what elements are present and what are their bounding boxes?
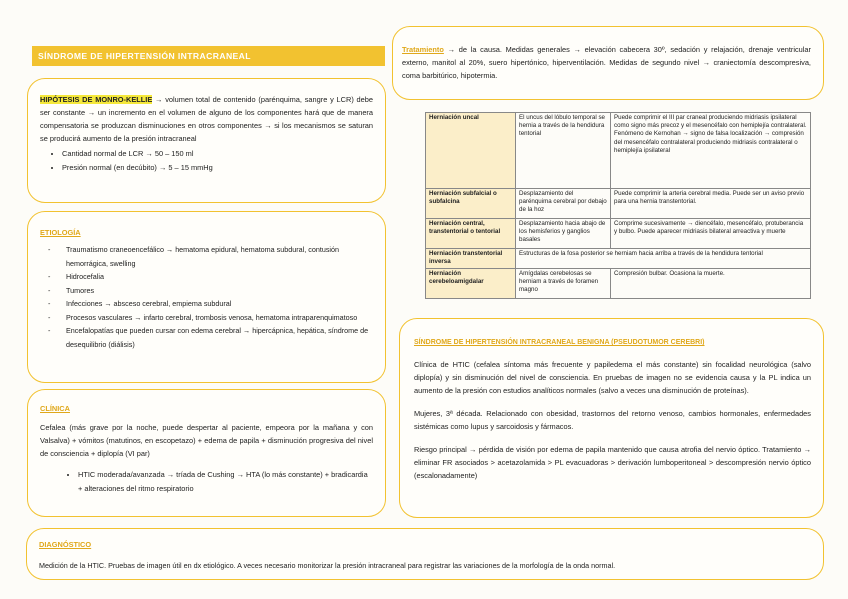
list-item: - Traumatismo craneoencefálico → hematoma epidural, hematoma subdural, contusión hemorrágica, swelling: [48, 243, 373, 270]
clinica-heading: CLÍNICA: [40, 404, 70, 413]
table-cell: Compresión bulbar. Ocasiona la muerte.: [611, 269, 811, 299]
table-cell: Puede comprimir el III par craneal produciendo midriasis ipsilateral como signo más precoz y el mesencéfalo con hemiplejía contralateral. Fenómeno de Kernohan → signo de falsa localización → compresión del mesencéfalo contralateral produciendo midriasis contralateral o hemiplejía ipsilateral: [611, 113, 811, 189]
table-row: [426, 113, 811, 189]
monro-kellie-text: [40, 93, 373, 145]
clinica-bullets: [40, 468, 373, 495]
clinica-box: [27, 389, 386, 517]
benigna-heading: SÍNDROME DE HIPERTENSIÓN INTRACRANEAL BENIGNA (PSEUDOTUMOR CEREBRI): [414, 339, 705, 346]
table-cell: Estructuras de la fosa posterior se herniam hacia arriba a través de la hendidura tentorial: [516, 249, 811, 269]
table-row: [426, 189, 811, 219]
monro-kellie-body: → volumen total de contenido (parénquima, sangre y LCR) debe ser constante → un incremento en el volumen de alguno de los componentes hará que de manera compensatoria se produzcan disminuciones en otros componentes → si los mecanismos se saturan se producirá aumento de la presión intracraneal: [40, 95, 373, 143]
monro-kellie-box: [27, 78, 386, 203]
table-row: [426, 269, 811, 299]
table-cell: Herniación subfalcial o subfalcina: [426, 189, 516, 219]
tratamiento-box: [392, 26, 824, 100]
tratamiento-text: [402, 43, 811, 82]
herniaciones-table: [425, 112, 811, 299]
table-cell: Herniación central, transtentorial o tentorial: [426, 219, 516, 249]
table-cell: Amígdalas cerebelosas se herniam a través de foramen magno: [516, 269, 611, 299]
table-cell: Herniación uncal: [426, 113, 516, 189]
list-item: - Infecciones → absceso cerebral, empiema subdural: [48, 297, 373, 311]
etiologia-heading: ETIOLOGÍA: [40, 228, 81, 237]
etiologia-list: [40, 243, 373, 351]
table-row: [426, 249, 811, 269]
diagnostico-box: [26, 528, 824, 580]
list-item: - Encefalopatías que pueden cursar con edema cerebral → hipercápnica, hepática, síndrome de desequilibrio (diálisis): [48, 324, 373, 351]
table-cell: Desplazamiento del parénquima cerebral por debajo de la hoz: [516, 189, 611, 219]
list-item: - Tumores: [48, 284, 373, 298]
list-item: • Cantidad normal de LCR → 50 – 150 ml: [62, 147, 373, 161]
table-cell: Desplazamiento hacia abajo de los hemisferios y ganglios basales: [516, 219, 611, 249]
benigna-paragraph-2: Mujeres, 3ª década. Relacionado con obesidad, trastornos del retorno venoso, cambios hormonales, enfermedades sistémicas como lupus y sarcoidosis y fármacos.: [414, 409, 811, 431]
table-cell: Herniación transtentorial inversa: [426, 249, 516, 269]
list-item: • Presión normal (en decúbito) → 5 – 15 mmHg: [62, 161, 373, 175]
monro-kellie-bullets: [40, 147, 373, 174]
diagnostico-text: Medición de la HTIC. Pruebas de imagen útil en dx etiológico. A veces necesario monitorizar la presión intracraneal para registrar las variaciones de la morfología de la onda normal.: [39, 561, 616, 570]
benigna-paragraph-3: Riesgo principal → pérdida de visión por edema de papila mantenido que causa atrofia del nervio óptico. Tratamiento → eliminar FR asociados > acetazolamida > PL evacuadoras > derivación lumboperitoneal > descompresión nervio óptico (escalonadamente): [414, 445, 811, 480]
table-row: [426, 219, 811, 249]
table-cell: Herniación cerebeloamigdalar: [426, 269, 516, 299]
etiologia-box: [27, 211, 386, 383]
benigna-box: [399, 318, 824, 518]
table-cell: Puede comprimir la arteria cerebral media. Puede ser un aviso previo para una hernia transtentorial.: [611, 189, 811, 219]
list-item: • HTIC moderada/avanzada → tríada de Cushing → HTA (lo más constante) + bradicardia + alteraciones del ritmo respiratorio: [78, 468, 373, 495]
list-item: - Procesos vasculares → infarto cerebral, trombosis venosa, hematoma intraparenquimatoso: [48, 311, 373, 325]
table-cell: El uncus del lóbulo temporal se hernia a través de la hendidura tentorial: [516, 113, 611, 189]
diagnostico-heading: DIAGNÓSTICO: [39, 540, 92, 549]
monro-kellie-label: HIPÓTESIS DE MONRO-KELLIE: [40, 95, 153, 104]
tratamiento-body: → de la causa. Medidas generales → elevación cabecera 30º, sedación y relajación, drenaje ventricular externo, manitol al 20%, suero hipertónico, hiperventilación. Medidas de segundo nivel → craniectomía descompresiva, coma barbitúrico, hipotermia.: [402, 45, 811, 80]
benigna-paragraph-1: Clínica de HTIC (cefalea síntoma más frecuente y papiledema el más constante) sin focalidad neurológica (salvo diplopía) y sin disminución del nivel de consciencia. En pruebas de imagen no se evidencia causa y la PL indica un aumento de la presión con estudios analíticos normales (salvo a veces una disminución de proteínas).: [414, 360, 811, 395]
main-title: SÍNDROME DE HIPERTENSIÓN INTRACRANEAL: [32, 46, 385, 66]
table-cell: Comprime sucesivamente → diencéfalo, mesencéfalo, protuberancia y bulbo. Puede aparecer midriasis bilateral arreactiva y muerte: [611, 219, 811, 249]
clinica-text: Cefalea (más grave por la noche, puede despertar al paciente, empeora por la mañana y con Valsalva) + vómitos (matutinos, en escopetazo) + edema de papila + disminución progresiva del nivel de consciencia + diplopía (VI par): [40, 423, 373, 458]
list-item: - Hidrocefalia: [48, 270, 373, 284]
tratamiento-label: Tratamiento: [402, 45, 444, 54]
